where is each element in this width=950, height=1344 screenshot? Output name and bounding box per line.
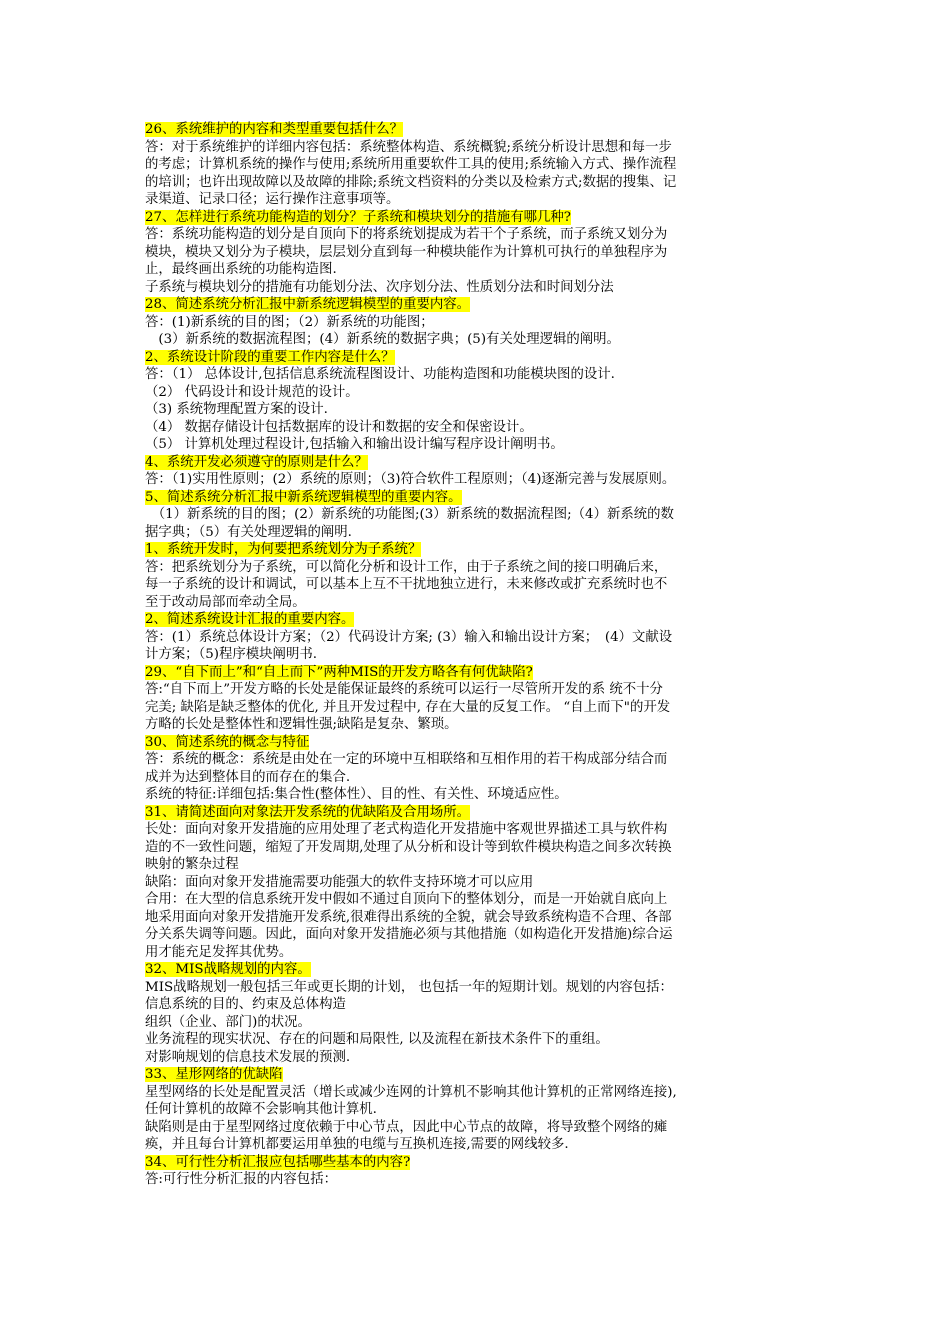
text-line [145, 156, 810, 174]
question-heading [145, 121, 810, 139]
text-line [145, 524, 810, 542]
text-line [145, 174, 810, 192]
text-line-text: 答：把系统划分为子系统，可以简化分析和设计工作，由于子系统之间的接口明确后来， [145, 559, 668, 575]
text-line-text: 星型网络的长处是配置灵活（增长或减少连网的计算机不影响其他计算机的正常网络连接), [145, 1084, 677, 1100]
text-line-text: 的考虑；计算机系统的操作与使用;系统所用重要软件工具的使用;系统输入方式、操作流程 [145, 157, 677, 172]
question-heading-text: 2、系统设计阶段的重要工作内容是什么？ [145, 349, 395, 365]
text-line [145, 559, 810, 577]
text-line [145, 226, 810, 244]
text-line [145, 314, 810, 332]
text-line-text: 造的不一致性问题，缩短了开发周期,处理了从分析和设计等到软件模块构造之间多次转换 [145, 839, 672, 855]
text-line [145, 769, 810, 787]
text-line-text: （2） 代码设计和设计规范的设计。 [145, 384, 359, 400]
text-line [145, 979, 810, 997]
text-line-text: （3) 系统物理配置方案的设计. [145, 402, 328, 417]
question-heading [145, 209, 810, 227]
question-heading [145, 961, 810, 979]
question-heading [145, 454, 810, 472]
text-line [145, 471, 810, 489]
text-line [145, 261, 810, 279]
text-line-text: （4） 数据存储设计包括数据库的设计和数据的安全和保密设计。 [145, 419, 533, 435]
text-line-text: 据字典；（5）有关处理逻辑的阐明. [145, 524, 352, 540]
question-heading [145, 296, 810, 314]
question-heading-text: 26、系统维护的内容和类型重要包括什么？ [145, 122, 404, 137]
text-line-text: 计方案；（5)程序模块阐明书. [145, 647, 317, 662]
text-line [145, 331, 810, 349]
text-line-text: 成并为达到整体目的而存在的集合. [145, 769, 351, 785]
text-line-text: 组织（企业、部门)的状况。 [145, 1014, 311, 1030]
question-heading-text: 2、简述系统设计汇报的重要内容。 [145, 612, 355, 627]
text-line [145, 191, 810, 209]
question-heading [145, 664, 810, 682]
document-body [145, 121, 810, 1189]
text-line [145, 646, 810, 664]
text-line-text: 每一子系统的设计和调试，可以基本上互不干扰地独立进行，未来修改或扩充系统时也不 [145, 577, 668, 592]
question-heading-text: 5、简述系统分析汇报中新系统逻辑模型的重要内容。 [145, 489, 462, 505]
text-line [145, 786, 810, 804]
text-line-text: 至于改动局部而牵动全局。 [145, 594, 306, 610]
text-line [145, 1031, 810, 1049]
text-line [145, 1049, 810, 1067]
text-line [145, 139, 810, 157]
text-line [145, 839, 810, 857]
question-heading-text: 33、星形网络的优缺陷 [145, 1067, 283, 1082]
text-line [145, 821, 810, 839]
text-line-text: 完美; 缺陷是缺乏整体的优化, 并且开发过程中, 存在大量的反复工作。 “自上而下"的开发 [145, 699, 671, 715]
text-line-text: 地采用面向对象开发措施开发系统,很难得出系统的全貌，就会导致系统构造不合理、各部 [145, 909, 672, 925]
text-line-text: 合用：在大型的信息系统开发中假如不通过自顶向下的整体划分，而是一开始就自底向上 [145, 892, 668, 907]
text-line [145, 1084, 810, 1102]
text-line [145, 996, 810, 1014]
text-line [145, 681, 810, 699]
text-line-text: 用才能充足发挥其优势。 [145, 944, 293, 960]
text-line [145, 506, 810, 524]
text-line-text: 长处：面向对象开发措施的应用处理了老式构造化开发措施中客观世界描述工具与软件构 [145, 822, 668, 837]
text-line [145, 926, 810, 944]
text-line-text: 子系统与模块划分的措施有功能划分法、次序划分法、性质划分法和时间划分法 [145, 279, 614, 295]
text-line [145, 576, 810, 594]
text-line [145, 384, 810, 402]
text-line [145, 944, 810, 962]
text-line [145, 716, 810, 734]
text-line [145, 1171, 810, 1189]
question-heading [145, 611, 810, 629]
text-line-text: 答：系统功能构造的划分是自顶向下的将系统划提成为若干个子系统，而子系统又划分为 [145, 227, 668, 242]
text-line-text: 答:“自下而上”开发方略的长处是能保证最终的系统可以运行一尽管所开发的系 统不十分 [145, 682, 663, 697]
text-line-text: 缺陷则是由于星型网络过度依赖于中心节点，因此中心节点的故障，将导致整个网络的瘫 [145, 1119, 668, 1135]
text-line-text: 录渠道、记录口径；运行操作注意事项等。 [145, 192, 400, 207]
text-line [145, 436, 810, 454]
text-line [145, 1119, 810, 1137]
text-line [145, 279, 810, 297]
text-line [145, 874, 810, 892]
text-line-text: 答：(1）系统总体设计方案；（2）代码设计方案; (3）输入和输出设计方案； (4）文献设 [145, 629, 673, 645]
text-line-text: 系统的特征:详细包括:集合性(整体性）、目的性、有关性、环境适应性。 [145, 787, 568, 802]
text-line-text: 的培训；也许出现故障以及故障的排除;系统文档资料的分类以及检索方式;数据的搜集、记 [145, 174, 677, 190]
question-heading [145, 541, 810, 559]
question-heading [145, 489, 810, 507]
text-line [145, 699, 810, 717]
question-heading [145, 1066, 810, 1084]
text-line-text: 答:可行性分析汇报的内容包括： [145, 1172, 337, 1187]
text-line-text: 答：对于系统维护的详细内容包括：系统整体构造、系统概貌;系统分析设计思想和每一步 [145, 139, 672, 155]
text-line [145, 856, 810, 874]
question-heading-text: 4、系统开发必须遵守的原则是什么？ [145, 454, 368, 470]
text-line [145, 891, 810, 909]
text-line-text: 方略的长处是整体性和逻辑性强;缺陷是复杂、繁琐。 [145, 717, 458, 732]
text-line [145, 909, 810, 927]
question-heading-text: 29、“自下而上”和“自上而下”两种MIS的开发方略各有何优缺陷? [145, 664, 533, 680]
text-line-text: 答：(1)新系统的目的图；（2）新系统的功能图； [145, 314, 434, 330]
text-line-text: 分关系失调等问题。因此，面向对象开发措施必须与其他措施（如构造化开发措施)综合运 [145, 927, 673, 942]
question-heading-text: 34、可行性分析汇报应包括哪些基本的内容? [145, 1154, 411, 1170]
text-line [145, 1136, 810, 1154]
text-line-text: 任何计算机的故障不会影响其他计算机. [145, 1102, 377, 1117]
question-heading-text: 28、简述系统分析汇报中新系统逻辑模型的重要内容。 [145, 297, 471, 312]
question-heading-text: 30、简述系统的概念与特征 [145, 734, 310, 750]
text-line-text: （1）新系统的目的图；(2）新系统的功能图;(3）新系统的数据流程图;（4）新系统的数 [145, 507, 674, 522]
text-line [145, 1014, 810, 1032]
question-heading [145, 734, 810, 752]
question-heading-text: 32、MIS战略规划的内容。 [145, 962, 311, 977]
text-line-text: 缺陷：面向对象开发措施需要功能强大的软件支持环境才可以应用 [145, 874, 534, 890]
text-line-text: 答：（1） 总体设计,包括信息系统流程图设计、功能构造图和功能模块图的设计. [145, 367, 615, 382]
text-line-text: 对影响规划的信息技术发展的预测. [145, 1049, 351, 1065]
text-line [145, 751, 810, 769]
question-heading [145, 349, 810, 367]
question-heading [145, 804, 810, 822]
question-heading-text: 31、请简述面向对象法开发系统的优缺陷及合用场所。 [145, 804, 471, 820]
text-line-text: (3）新系统的数据流程图；(4）新系统的数据字典；(5)有关处理逻辑的阐明。 [145, 332, 620, 347]
question-heading [145, 1154, 810, 1172]
text-line-text: 映射的繁杂过程 [145, 857, 239, 872]
question-heading-text: 1、系统开发时，为何要把系统划分为子系统？ [145, 542, 422, 557]
text-line-text: 止，最终画出系统的功能构造图. [145, 262, 337, 277]
text-line-text: 痪，并且每台计算机都要运用单独的电缆与互换机连接,需要的网线较多. [145, 1137, 569, 1152]
text-line-text: MIS战略规划一般包括三年或更长期的计划， 也包括一年的短期计划。规划的内容包括： [145, 979, 673, 995]
text-line [145, 244, 810, 262]
text-line-text: 答：系统的概念：系统是由处在一定的环境中互相联络和互相作用的若干构成部分结合而 [145, 752, 668, 767]
text-line [145, 594, 810, 612]
text-line-text: 答：（1)实用性原则；(2）系统的原则；（3)符合软件工程原则；（4)逐渐完善与发展原则。 [145, 472, 676, 487]
text-line-text: （5） 计算机处理过程设计,包括输入和输出设计编写程序设计阐明书。 [145, 437, 564, 452]
question-heading-text: 27、怎样进行系统功能构造的划分？子系统和模块划分的措施有哪几种? [145, 209, 571, 225]
text-line [145, 401, 810, 419]
text-line [145, 419, 810, 437]
text-line-text: 信息系统的目的、约束及总体构造 [145, 997, 346, 1012]
text-line-text: 业务流程的现实状况、存在的问题和局限性, 以及流程在新技术条件下的重组。 [145, 1032, 609, 1047]
text-line [145, 629, 810, 647]
text-line [145, 366, 810, 384]
text-line [145, 1101, 810, 1119]
text-line-text: 模块，模块又划分为子模块，层层划分直到每一种模块能作为计算机可执行的单独程序为 [145, 244, 668, 260]
